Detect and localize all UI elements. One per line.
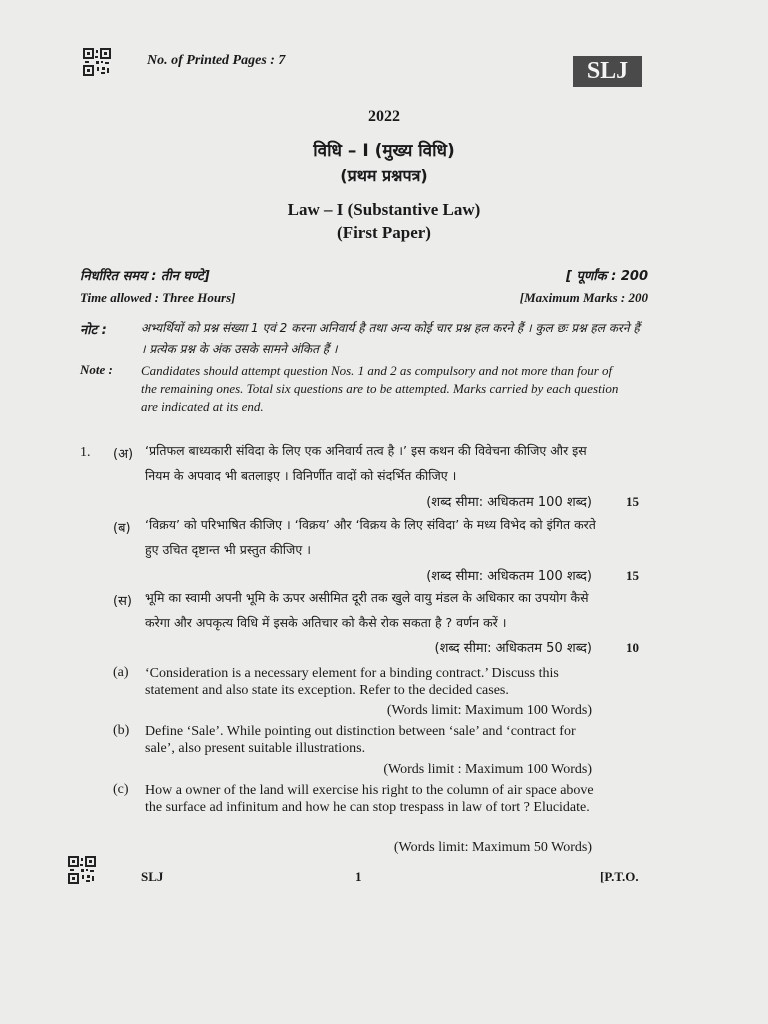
word-limit-hindi-c: (शब्द सीमा: अधिकतम 50 शब्द) xyxy=(434,641,592,656)
question-number: 1. xyxy=(80,445,91,460)
note-label-english: Note : xyxy=(80,362,113,377)
english-title: Law – I (Substantive Law) xyxy=(287,200,481,219)
note-label-hindi: नोट : xyxy=(80,323,107,338)
note-text-hindi: अभ्यर्थियों को प्रश्न संख्या 1 एवं 2 करना अनिवार्य है तथा अन्य कोई चार प्रश्न हल करने हैं । कुल छः प्रश्न हल करने हैं । प्रत्येक प्रश्न के अंक उसके सामने अंकित हैं । xyxy=(141,321,640,356)
qr-code-icon xyxy=(68,856,96,884)
part-text-hindi-b: ‘विक्रय’ को परिभाषित कीजिए । ‘विक्रय’ और ‘विक्रय के लिए संविदा’ के मध्य विभेद को इंगित करते हुए उचित दृष्टान्त भी प्रस्तुत कीजिए । xyxy=(145,517,596,557)
part-text-hindi-a: ‘प्रतिफल बाध्यकारी संविदा के लिए एक अनिवार्य तत्व है ।’ इस कथन की विवेचना कीजिए और इस नियम के अपवाद भी बतलाइए । विनिर्णीत वादों को संदर्भित कीजिए । xyxy=(145,443,587,483)
max-marks-english: [Maximum Marks : 200 xyxy=(519,290,648,305)
part-text-hindi-c: भूमि का स्वामी अपनी भूमि के ऊपर असीमित दूरी तक खुले वायु मंडल के अधिकार का उपयोग कैसे करेगा और अपकृत्य विधि में इसके अतिचार को कैसे रोक सकता है ? वर्णन करें । xyxy=(145,590,589,630)
word-limit-english-c: (Words limit: Maximum 50 Words) xyxy=(393,840,592,855)
part-label-english-a: (a) xyxy=(113,665,129,680)
paper-code-badge: SLJ xyxy=(573,56,642,87)
part-label-english-b: (b) xyxy=(113,723,130,738)
marks-hindi-a: 15 xyxy=(626,494,639,509)
pto-label: [P.T.O. xyxy=(600,869,639,884)
part-label-hindi-b: (ब) xyxy=(113,521,131,536)
hindi-subtitle: (प्रथम प्रश्नपत्र) xyxy=(340,166,428,185)
page-number: 1 xyxy=(355,869,362,884)
word-limit-hindi-a: (शब्द सीमा: अधिकतम 100 शब्द) xyxy=(426,495,592,510)
word-limit-english-a: (Words limit: Maximum 100 Words) xyxy=(386,703,592,718)
printed-pages: No. of Printed Pages : 7 xyxy=(147,53,286,68)
part-text-english-a: ‘Consideration is a necessary element for a binding contract.’ Discuss this statement and also state its exception. Refer to the decided cases. xyxy=(145,666,559,698)
qr-code-icon xyxy=(83,48,111,76)
exam-year: 2022 xyxy=(368,108,400,125)
time-allowed-english: Time allowed : Three Hours] xyxy=(80,290,236,305)
part-label-english-c: (c) xyxy=(113,782,129,797)
english-subtitle: (First Paper) xyxy=(337,223,431,242)
part-label-hindi-a: (अ) xyxy=(113,447,134,462)
time-allowed-hindi: निर्धारित समय : तीन घण्टे] xyxy=(80,269,210,284)
part-text-english-c: How a owner of the land will exercise his right to the column of air space above the surface ad infinitum and how he can stop trespass in law of tort ? Elucidate. xyxy=(145,783,594,815)
note-text-english: Candidates should attempt question Nos. 1 and 2 as compulsory and not more than four of the remaining ones. Total six questions are to be attempted. Marks carried by each question are indicated at its end. xyxy=(141,363,619,414)
part-text-english-b: Define ‘Sale’. While pointing out distinction between ‘sale’ and ‘contract for sale’, also present suitable illustrations. xyxy=(145,724,576,756)
hindi-title: विधि – I (मुख्य विधि) xyxy=(313,141,455,161)
marks-hindi-c: 10 xyxy=(626,640,639,655)
word-limit-hindi-b: (शब्द सीमा: अधिकतम 100 शब्द) xyxy=(426,569,592,584)
word-limit-english-b: (Words limit : Maximum 100 Words) xyxy=(383,762,592,777)
max-marks-hindi: [ पूर्णांक : 200 xyxy=(566,269,648,284)
marks-hindi-b: 15 xyxy=(626,568,639,583)
footer-code: SLJ xyxy=(141,869,164,884)
part-label-hindi-c: (स) xyxy=(113,594,132,609)
